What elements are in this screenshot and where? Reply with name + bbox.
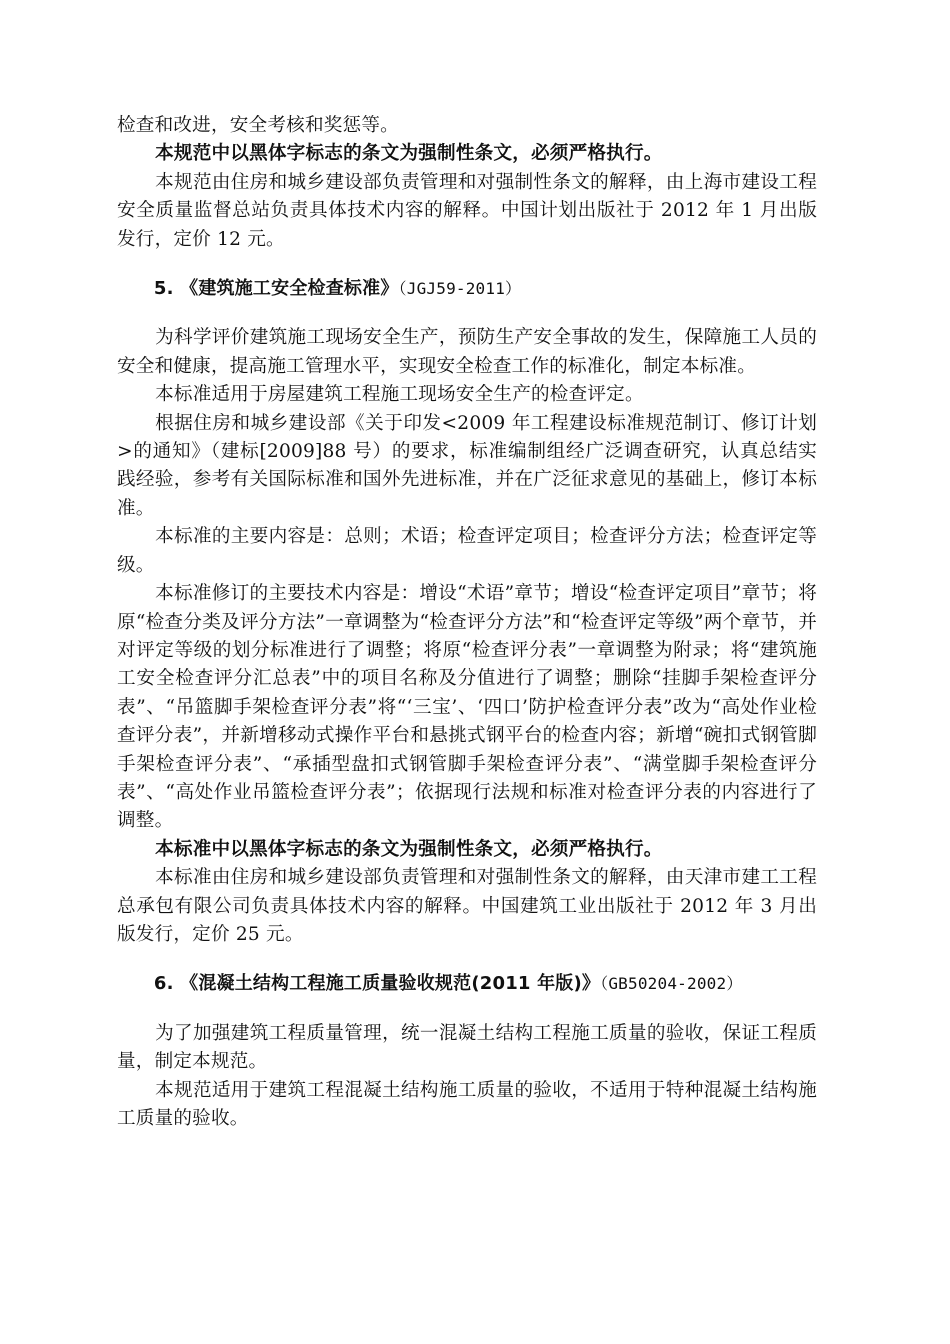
paragraph-publication-info: 本规范由住房和城乡建设部负责管理和对强制性条文的解释，由上海市建设工程安全质量监督总站负责具体技术内容的解释。中国计划出版社于 2012 年 1 月出版发行，定价 12 元。 (117, 171, 817, 250)
document-page (117, 112, 817, 1133)
section-5-mandatory-note: 本标准中以黑体字标志的条文为强制性条文，必须严格执行。 (155, 838, 663, 860)
section-5-heading-code: （JGJ59-2011） (398, 279, 522, 299)
section-5-heading (117, 275, 817, 303)
section-6-paragraph: 为了加强建筑工程质量管理，统一混凝土结构工程施工质量的验收，保证工程质量，制定本规范。 (117, 1022, 817, 1073)
section-6-heading (117, 970, 817, 998)
section-5-paragraph: 为科学评价建筑施工现场安全生产，预防生产安全事故的发生，保障施工人员的安全和健康，提高施工管理水平，实现安全检查工作的标准化，制定本标准。 (117, 327, 817, 377)
section-5-paragraph: 根据住房和城乡建设部《关于印发<2009 年工程建设标准规范制订、修订计划>的通知》（建标[2009]88 号）的要求，标准编制组经广泛调查研究，认真总结实践经验，参考有关国际标准和国外先进标准，并在广泛征求意见的基础上，修订本标准。 (117, 412, 817, 519)
mandatory-clause-note: 本规范中以黑体字标志的条文为强制性条文，必须严格执行。 (155, 143, 663, 165)
section-5-paragraph: 本标准的主要内容是：总则；术语；检查评定项目；检查评分方法；检查评定等级。 (117, 526, 817, 576)
section-5-heading-title: 5. 《建筑施工安全检查标准》 (153, 278, 399, 300)
section-5-paragraph: 本标准适用于房屋建筑工程施工现场安全生产的检查评定。 (155, 384, 644, 406)
section-5-closing: 本标准由住房和城乡建设部负责管理和对强制性条文的解释，由天津市建工工程总承包有限公司负责具体技术内容的解释。中国建筑工业出版社于 2012 年 3 月出版发行，定价 25 元。 (117, 867, 817, 945)
paragraph-intro-tail: 检查和改进，安全考核和奖惩等。 (117, 115, 399, 136)
section-5-paragraph: 本标准修订的主要技术内容是：增设“术语”章节；增设“检查评定项目”章节；将原“检查分类及评分方法”一章调整为“检查评分方法”和“检查评定等级”两个章节，并对评定等级的划分标准进行了调整；将原“检查评分表”一章调整为附录；将“建筑施工安全检查评分汇总表”中的项目名称及分值进行了调整；删除“挂脚手架检查评分表”、“吊篮脚手架检查评分表”将“‘三宝’、‘四口’防护检查评分表”改为“高处作业检查评分表”，并新增移动式操作平台和悬挑式钢平台的检查内容；新增“碗扣式钢管脚手架检查评分表”、“承插型盘扣式钢管脚手架检查评分表”、“满堂脚手架检查评分表”、“高处作业吊篮检查评分表”；依据现行法规和标准对检查评分表的内容进行了调整。 (117, 583, 817, 832)
section-6-heading-code: （GB50204-2002） (600, 974, 743, 994)
section-6-heading-title: 6. 《混凝土结构工程施工质量验收规范(2011 年版)》 (153, 973, 601, 995)
section-6-paragraph: 本规范适用于建筑工程混凝土结构施工质量的验收，不适用于特种混凝土结构施工质量的验收。 (117, 1079, 817, 1129)
